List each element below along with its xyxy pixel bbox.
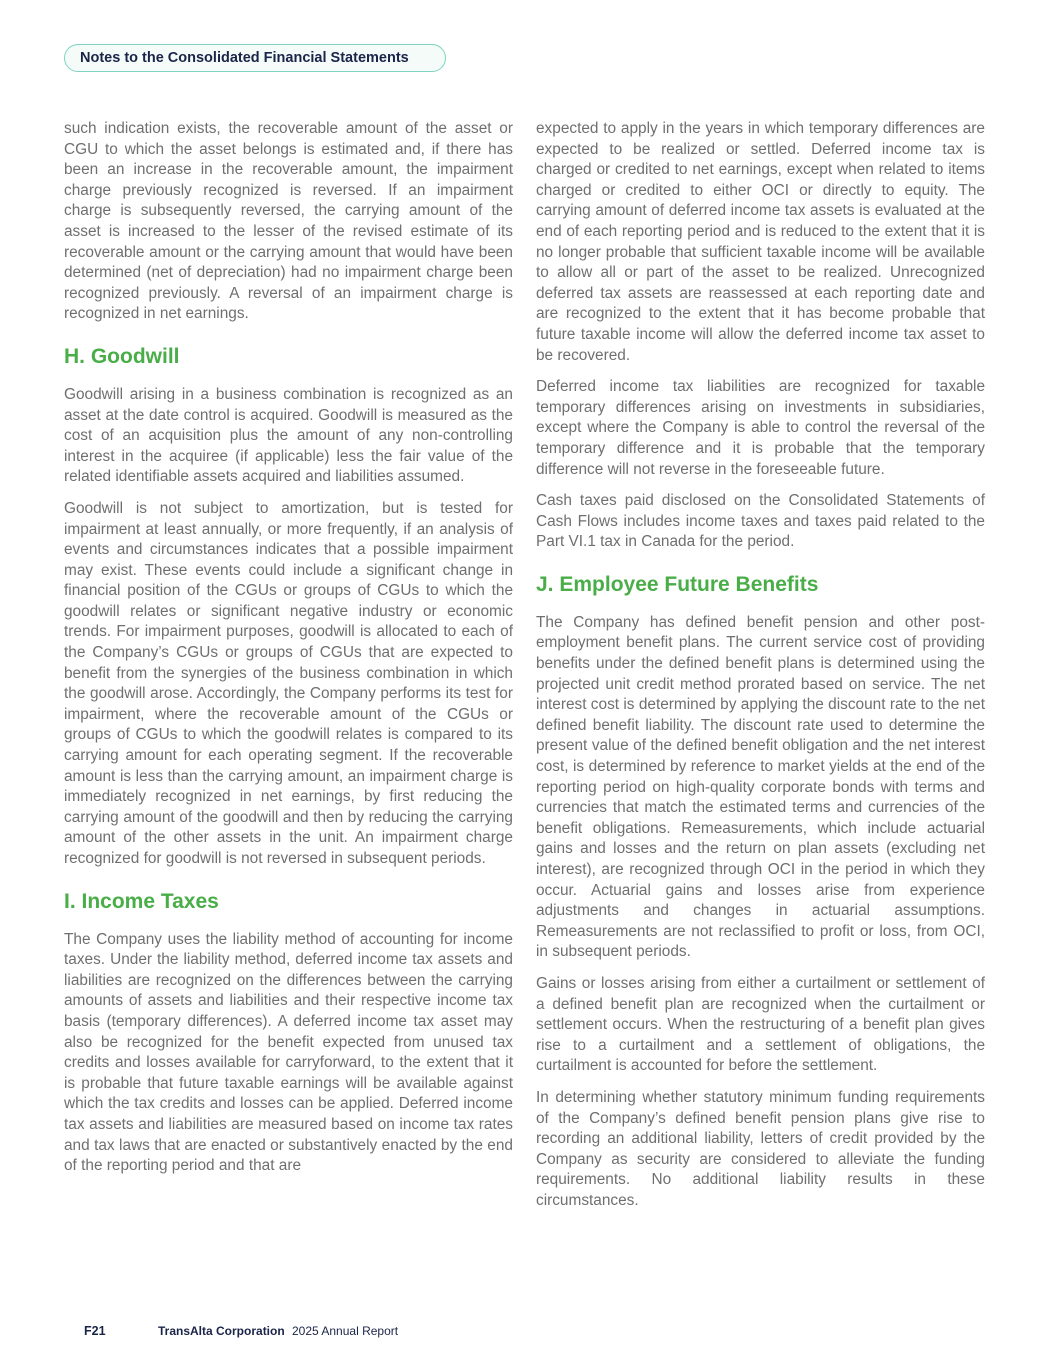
page-number: F21 [84,1324,106,1338]
paragraph-income-taxes-continued: expected to apply in the years in which temporary differences are expected to be realized or settled. Deferred income tax is charged or credited to net earnings, except when related to items charged or credited to either OCI or directly to equity. The carrying amount of deferred income tax assets is evaluated at the end of each reporting period and is reduced to the extent that it is no longer probable that sufficient taxable income will be available to allow all or part of the asset to be realized. Unrecognized deferred tax assets are reassessed at each reporting date and are recognized to the extent that it has become probable that future taxable income will allow the deferred income tax asset to be recovered. [536,120,985,364]
heading-income-taxes: I. Income Taxes [64,889,219,913]
footer-company: TransAlta Corporation [158,1324,285,1338]
paragraph-income-taxes-3: Cash taxes paid disclosed on the Consolidated Statements of Cash Flows includes income taxes and taxes paid related to the Part VI.1 tax in Canada for the period. [536,492,985,551]
paragraph-income-taxes-1: The Company uses the liability method of accounting for income taxes. Under the liability method, deferred income tax assets and liabilities are recognized on the differences between the carrying amounts of assets and liabilities and their respective income tax basis (temporary differences). A deferred income tax asset may also be recognized for the benefit expected from unused tax credits and losses available for carryforward, to the extent that it is probable that future taxable earnings will be available against which the tax credits and losses can be applied. Deferred income tax assets and liabilities are measured based on income tax rates and tax laws that are enacted or substantively enacted by the end of the reporting period and that are [64,930,513,1175]
paragraph-benefits-2: Gains or losses arising from either a curtailment or settlement of a defined benefit plan are recognized when the curtailment or settlement occurs. When the restructuring of a benefit plan gives rise to a curtailment and a settlement of obligations, the curtailment is accounted for before the settlement. [536,974,985,1075]
heading-employee-future-benefits: J. Employee Future Benefits [536,572,819,596]
heading-goodwill: H. Goodwill [64,344,180,368]
section-header-title: Notes to the Consolidated Financial Statements [80,50,409,66]
paragraph-benefits-3: In determining whether statutory minimum funding requirements of the Company’s defined benefit pension plans give rise to recording an additional liability, letters of credit provided by the Company as security are considered to alleviate the funding requirements. No additional liability results in these circumstances. [536,1088,985,1209]
paragraph-impairment-reversal: such indication exists, the recoverable amount of the asset or CGU to which the asset belongs is estimated and, if there has been an increase in the recoverable amount, the impairment charge previously recognized is reversed. If an impairment charge is subsequently reversed, the carrying amount of the asset is increased to the lesser of the revised estimate of its recoverable amount or the carrying amount that would have been determined (net of depreciation) had no impairment charge been recognized previously. A reversal of an impairment charge is recognized in net earnings. [64,120,513,323]
section-header-pill [64,44,446,72]
right-column [536,119,985,1223]
paragraph-goodwill-2: Goodwill is not subject to amortization, but is tested for impairment at least annually, or more frequently, if an analysis of events and circumstances indicates that a possible impairment may exist. These events could include a significant change in financial position of the CGUs or groups of CGUs to which the goodwill relates or significant negative industry or economic trends. For impairment purposes, goodwill is allocated to each of the Company’s CGUs or groups of CGUs that are expected to benefit from the synergies of the business combination in which the goodwill arose. Accordingly, the Company performs its test for impairment, where the recoverable amount of the CGUs or groups of CGUs to which the goodwill relates is compared to its carrying amount for each operating segment. If the recoverable amount is less than the carrying amount, an impairment charge is immediately recognized in net earnings, by first reducing the carrying amount of the goodwill and then by reducing the carrying amount of the other assets in the unit. An impairment charge recognized for goodwill is not reversed in subsequent periods. [64,499,513,867]
paragraph-goodwill-1: Goodwill arising in a business combination is recognized as an asset at the date control is acquired. Goodwill is measured as the cost of an acquisition plus the amount of any non-controlling interest in the acquiree (if applicable) less the fair value of the related identifiable assets acquired and liabilities assumed. [64,385,513,486]
paragraph-benefits-1: The Company has defined benefit pension and other post-employment benefit plans. The current service cost of providing benefits under the defined benefit plans is determined using the projected unit credit method prorated based on service. The net interest cost is determined by applying the discount rate to the net defined benefit liability. The discount rate used to determine the present value of the defined benefit obligation and the net interest cost, is determined by reference to market yields at the end of the reporting period on high-quality corporate bonds with terms and currencies that match the estimated terms and currencies of the benefit obligations. Remeasurements, which include actuarial gains and losses and the return on plan assets (excluding net interest), are recognized through OCI in the period in which they occur. Actuarial gains and losses arise from experience adjustments and changes in actuarial assumptions. Remeasurements are not reclassified to profit or loss, from OCI, in subsequent periods. [536,613,985,961]
paragraph-income-taxes-2: Deferred income tax liabilities are recognized for taxable temporary differences arising on investments in subsidiaries, except where the Company is able to control the reversal of the temporary difference and it is probable that the temporary difference will not reverse in the foreseeable future. [536,378,985,478]
left-column [64,119,513,1188]
footer-report-title: 2025 Annual Report [292,1324,399,1338]
page-footer [0,1322,1048,1340]
